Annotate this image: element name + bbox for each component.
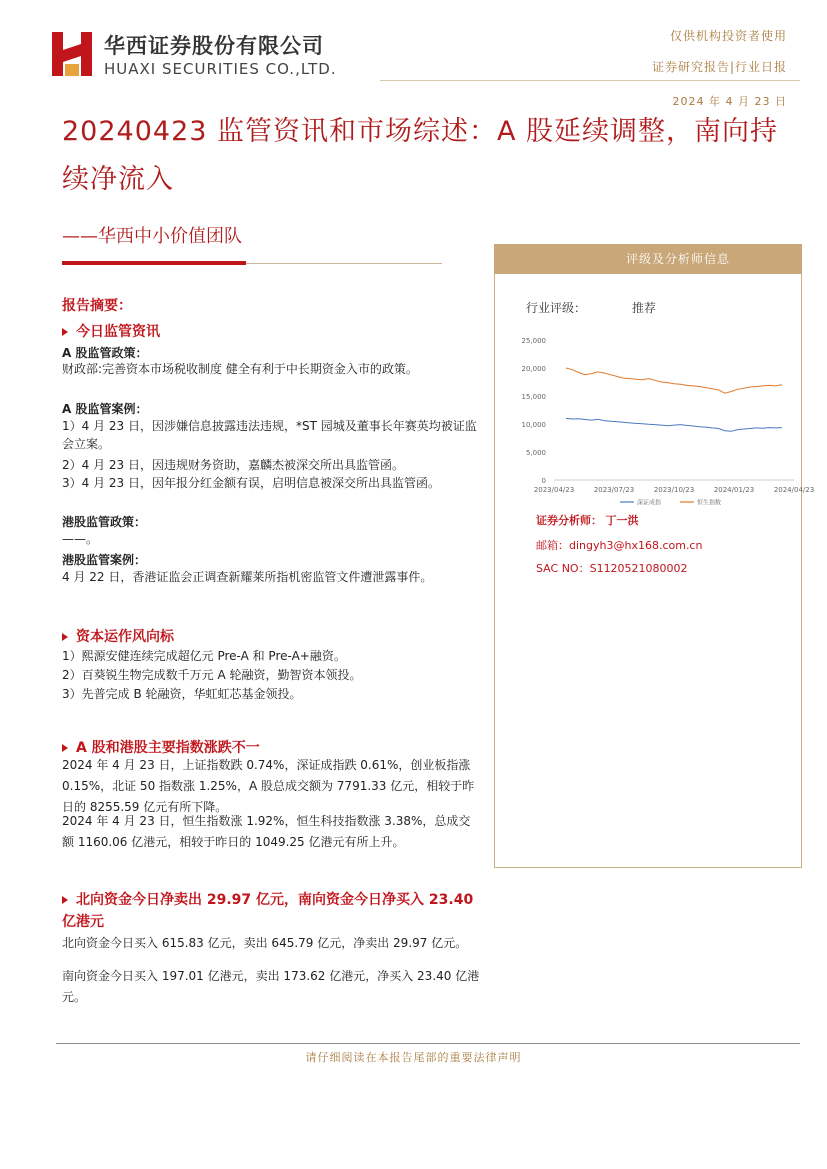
series-line-2	[566, 368, 782, 393]
legend-label: 深证成指	[637, 499, 662, 507]
company-name-cn: 华西证券股份有限公司	[104, 34, 324, 58]
section-capital-operations	[62, 626, 174, 646]
footer-divider	[56, 1043, 800, 1044]
capital-item-2: 2）百葵锐生物完成数千万元 A 轮融资，勤智资本领投。	[62, 668, 362, 682]
a-share-case-1: 1）4 月 23 日，因涉嫌信息披露违法违规，*ST 园城及董事长年赛英均被证监会立案。	[62, 419, 477, 451]
header-divider	[380, 80, 800, 81]
rating-value: 推荐	[632, 301, 657, 315]
section-title: 资本运作风向标	[76, 629, 174, 645]
title-separator-line	[246, 263, 442, 264]
index-line-chart	[510, 330, 815, 507]
x-tick-label: 2023/04/23	[533, 486, 575, 494]
a-share-case-3: 3）4 月 23 日，因年报分红金额有误，启明信息被深交所出具监管函。	[62, 476, 440, 490]
analyst-label: 证券分析师：	[536, 514, 602, 527]
section-bullet-icon	[62, 633, 68, 641]
section-index-performance	[62, 737, 260, 757]
hk-policy-text: ——。	[62, 532, 99, 546]
y-tick-label: 0	[541, 477, 546, 485]
company-name-en: HUAXI SECURITIES CO.,LTD.	[104, 60, 337, 78]
hk-case-label: 港股监管案例：	[62, 553, 147, 567]
legal-notice: 请仔细阅读在本报告尾部的重要法律声明	[305, 1051, 522, 1064]
x-tick-label: 2024/04/23	[773, 486, 815, 494]
northbound-flow-text: 北向资金今日买入 615.83 亿元，卖出 645.79 亿元，净卖出 29.97 亿元。	[62, 936, 468, 950]
y-tick-label: 5,000	[525, 449, 546, 457]
a-share-policy-text: 财政部:完善资本市场税收制度 健全有利于中长期资金入市的政策。	[62, 362, 418, 376]
x-tick-label: 2023/10/23	[653, 486, 695, 494]
hk-case-text: 4 月 22 日，香港证监会正调查新耀莱所指机密监管文件遭泄露事件。	[62, 570, 433, 584]
capital-item-1: 1）熙源安健连续完成超亿元 Pre-A 和 Pre-A+融资。	[62, 649, 346, 663]
southbound-flow-text: 南向资金今日买入 197.01 亿港元，卖出 173.62 亿港元，净买入 23.40 亿港元。	[62, 969, 480, 1004]
rating-label: 行业评级：	[526, 301, 587, 315]
x-tick-label: 2024/01/23	[713, 486, 755, 494]
audience-note: 仅供机构投资者使用	[669, 29, 787, 43]
a-share-case-2: 2）4 月 23 日，因违规财务资助，嘉麟杰被深交所出具监管函。	[62, 458, 404, 472]
section-title: A 股和港股主要指数涨跌不一	[76, 740, 260, 756]
title-separator-accent	[62, 261, 246, 265]
section-bullet-icon	[62, 896, 68, 904]
report-type: 证券研究报告|行业日报	[651, 60, 787, 74]
huaxi-logo-icon	[50, 30, 94, 78]
analyst-name: 丁一洪	[605, 514, 639, 527]
report-title: 20240423 监管资讯和市场综述：A 股延续调整，南向持续净流入	[62, 116, 779, 195]
capital-item-3: 3）先普完成 B 轮融资，华虹虹芯基金领投。	[62, 687, 302, 701]
series-line-1	[566, 418, 782, 431]
analyst-line	[536, 512, 639, 528]
report-date: 2024 年 4 月 23 日	[672, 95, 787, 108]
section-title: 今日监管资讯	[76, 324, 160, 340]
section-title: 北向资金今日净卖出 29.97 亿元，南向资金今日净买入 23.40 亿港元	[62, 892, 474, 930]
analyst-email[interactable]: 邮箱：dingyh3@hx168.com.cn	[536, 539, 703, 552]
team-name: ——华西中小价值团队	[62, 226, 242, 247]
x-tick-label: 2023/07/23	[593, 486, 635, 494]
a-share-policy-label: A 股监管政策：	[62, 346, 148, 360]
section-bullet-icon	[62, 744, 68, 752]
analyst-info-heading: 评级及分析师信息	[494, 244, 802, 274]
section-regulatory-news	[62, 321, 160, 341]
y-tick-label: 20,000	[521, 365, 546, 373]
section-bullet-icon	[62, 328, 68, 336]
a-share-index-text: 2024 年 4 月 23 日，上证指数跌 0.74%，深证成指跌 0.61%，创业板指涨 0.15%，北证 50 指数涨 1.25%，A 股总成交额为 7791.33 亿元，相较于昨日的 8255.59 亿元有所下降。	[62, 758, 475, 814]
hk-index-text: 2024 年 4 月 23 日，恒生指数涨 1.92%，恒生科技指数涨 3.38%，总成交额 1160.06 亿港元，相较于昨日的 1049.25 亿港元有所上升。	[62, 814, 471, 849]
legend-label: 恒生指数	[697, 499, 722, 507]
y-tick-label: 15,000	[521, 393, 546, 401]
y-tick-label: 10,000	[521, 421, 546, 429]
analyst-sac-number: SAC NO：S1120521080002	[536, 562, 688, 575]
section-capital-flow	[62, 889, 478, 933]
hk-policy-label: 港股监管政策：	[62, 515, 147, 529]
summary-label: 报告摘要：	[62, 298, 132, 314]
y-tick-label: 25,000	[521, 337, 546, 345]
a-share-case-label: A 股监管案例：	[62, 402, 148, 416]
